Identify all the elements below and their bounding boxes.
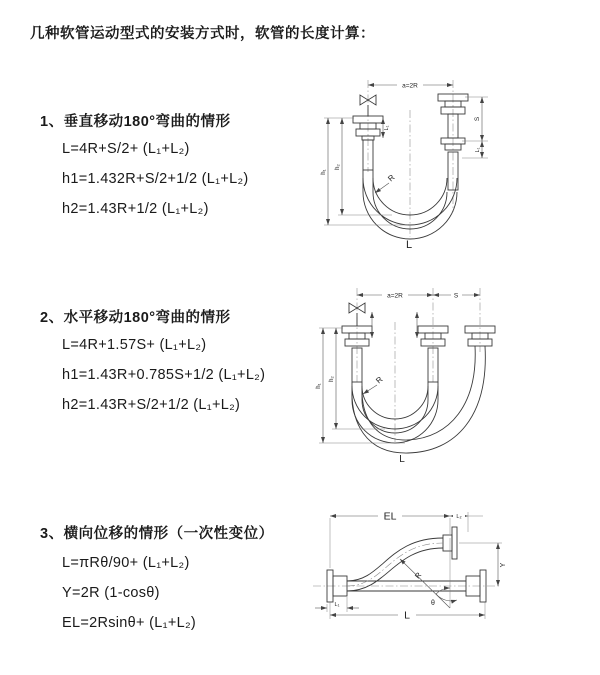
dim-label-l1-end: L₁ — [475, 147, 481, 153]
hose-curved-position — [347, 538, 443, 591]
motion-arrows — [372, 312, 417, 338]
diagram-lateral-displacement — [305, 502, 570, 647]
dim-label-l: L — [404, 609, 410, 622]
centerlines — [357, 288, 480, 442]
dim-s — [462, 97, 488, 141]
formula-line: h1=1.43R+0.785S+1/2 (L₁+L₂) — [62, 367, 266, 383]
page-title: 几种软管运动型式的安装方式时，软管的长度计算： — [30, 26, 375, 42]
radius-callout — [375, 173, 397, 193]
dim-s — [433, 292, 480, 300]
formula-line: h1=1.432R+S/2+1/2 (L₁+L₂) — [62, 171, 249, 187]
dim-l1-end — [462, 141, 488, 158]
dim-h1 — [321, 118, 408, 225]
section-2-formulas — [62, 330, 265, 420]
dim-label-y: Y — [500, 562, 507, 568]
diagram-vertical-180-bend — [312, 72, 527, 257]
dim-label-h1: h₁ — [316, 383, 322, 389]
dim-label-a2r: a=2R — [387, 292, 403, 300]
dim-label-theta: θ — [431, 600, 435, 607]
dim-label-r: R — [412, 570, 424, 581]
dim-label-el: EL — [383, 510, 397, 523]
dim-label-h1: h₁ — [321, 169, 327, 175]
dim-l — [330, 602, 485, 622]
dim-label-a2r: a=2R — [402, 82, 418, 90]
dim-a-2r — [357, 292, 433, 300]
radius-angle-construction — [400, 538, 457, 608]
section-1-heading: 1、垂直移动180°弯曲的情形 — [40, 114, 231, 130]
dim-label-r: R — [374, 374, 385, 386]
formula-line: L=4R+1.57S+ (L₁+L₂) — [62, 337, 207, 353]
formula-line: h2=1.43R+1/2 (L₁+L₂) — [62, 201, 209, 217]
dim-l1-leg — [383, 118, 390, 138]
dim-l1 — [315, 597, 359, 612]
diagram-horizontal-180-bend — [310, 282, 545, 467]
dim-label-h2: h₂ — [335, 164, 341, 170]
formula-line: L=4R+S/2+ (L₁+L₂) — [62, 141, 190, 157]
section-2-heading: 2、水平移动180°弯曲的情形 — [40, 310, 231, 326]
dim-label-r: R — [386, 172, 397, 184]
dim-label-l1: L₁ — [334, 602, 340, 608]
dim-label-l2: L₂ — [456, 514, 462, 521]
formula-line: h2=1.43R+S/2+1/2 (L₁+L₂) — [62, 397, 241, 413]
section-3-heading: 3、横向位移的情形（一次性变位） — [40, 526, 274, 542]
section-1-formulas — [62, 134, 249, 224]
dim-l2 — [450, 512, 483, 532]
section-3-formulas — [62, 548, 196, 638]
formula-line: Y=2R (1-cosθ) — [62, 585, 160, 601]
hose-u-bend-position2 — [352, 346, 485, 453]
dim-label-s: S — [453, 292, 459, 300]
radius-callout — [363, 375, 385, 394]
formula-line: EL=2Rsinθ+ (L₁+L₂) — [62, 615, 197, 631]
dim-label-l: L — [399, 454, 405, 465]
dim-label-l: L — [405, 239, 413, 251]
dim-label-s: S — [474, 116, 481, 122]
dim-label-l1-leg: L₁ — [384, 125, 390, 131]
dim-a-2r — [368, 82, 453, 90]
dim-label-h2: h₂ — [329, 376, 335, 382]
formula-line: L=πRθ/90+ (L₁+L₂) — [62, 555, 190, 571]
